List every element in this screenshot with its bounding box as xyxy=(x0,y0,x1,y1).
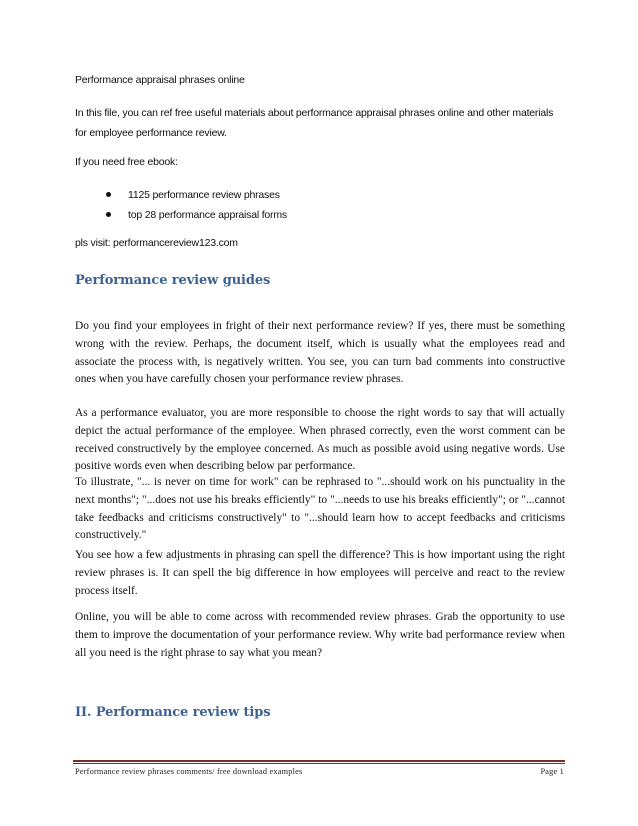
list-item-label: top 28 performance appraisal forms xyxy=(128,209,287,221)
ebook-list xyxy=(106,185,287,225)
list-item xyxy=(106,205,287,225)
footer-rule-thin xyxy=(73,763,565,764)
body-paragraph: As a performance evaluator, you are more responsible to choose the right words to say that will actually depict the actual performance of the employee. When phrased correctly, even the worst comment can be received constructively by the employee concerned. As much as possible avoid using negative words. Use positive words even when describing below par performance. xyxy=(75,407,565,473)
body-paragraph: To illustrate, "... is never on time for work" can be rephrased to "...should work on his punctuality in the next months"; "...does not use his breaks efficiently" to "...needs to use his breaks efficiently"; or "...cannot take feedbacks and criticisms constructively" to "...should learn how to accept feedbacks and criticisms constructively." xyxy=(75,476,565,542)
list-item xyxy=(106,185,287,205)
footer-title: Performance review phrases comments/ free download examples xyxy=(75,767,303,776)
intro-title: Performance appraisal phrases online xyxy=(75,74,245,86)
bullet-icon xyxy=(106,192,111,197)
body-paragraph: You see how a few adjustments in phrasing can spell the difference? This is how important using the right review phrases is. It can spell the big difference in how employees will perceive and react to the review process itself. xyxy=(75,549,565,597)
body-paragraph: Do you find your employees in fright of their next performance review? If yes, there must be something wrong with the review. Perhaps, the document itself, which is usually what the employees read and associate the process with, is negatively written. You see, you can turn bad comments into constructive ones when you have carefully chosen your performance review phrases. xyxy=(75,320,565,386)
footer-rule xyxy=(73,760,565,762)
list-item-label: 1125 performance review phrases xyxy=(128,189,280,201)
bullet-icon xyxy=(106,212,111,217)
visit-line: pls visit: performancereview123.com xyxy=(75,237,238,249)
section-heading-tips: II. Performance review tips xyxy=(75,705,271,720)
page-number: Page 1 xyxy=(540,767,564,776)
ebook-label: If you need free ebook: xyxy=(75,156,178,168)
intro-paragraph: In this file, you can ref free useful materials about performance appraisal phrases online and other materials for employee performance review. xyxy=(75,107,554,139)
body-paragraph: Online, you will be able to come across with recommended review phrases. Grab the opportunity to use them to improve the documentation of your performance review. Why write bad performance review when all you need is the right phrase to say what you mean? xyxy=(75,611,565,659)
section-heading-guides: Performance review guides xyxy=(75,273,271,288)
